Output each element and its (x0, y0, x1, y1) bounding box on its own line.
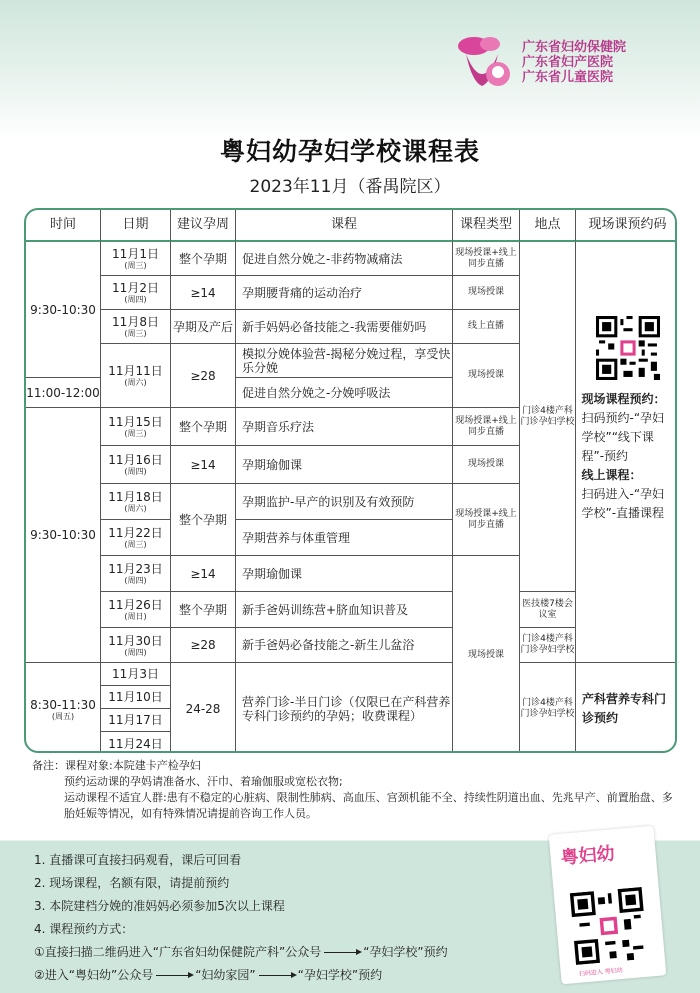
header-week: 建议孕周 (171, 210, 236, 242)
note-line: 课程对象:本院建卡产检孕妇 (65, 759, 201, 772)
date-cell (101, 592, 171, 628)
date-value: 11月2日 (112, 281, 159, 295)
type-cell: 现场授课 (453, 556, 520, 753)
date-cell (101, 344, 171, 408)
course-cell: 孕期监护-早产的识别及有效预防 (236, 484, 453, 520)
date-cell (101, 408, 171, 446)
page-subtitle: 2023年11月（番禺院区） (249, 177, 451, 197)
weekday-value: (周四) (124, 576, 147, 585)
footer-list (34, 849, 448, 987)
header-date: 日期 (101, 210, 171, 242)
note-line: 运动课程不适宜人群:患有不稳定的心脏病、限制性肺病、高血压、宫颈机能不全、持续性阴道出血、先兆早产、前置胎盘、多胎妊娠等情况，如有特殊情况请提前咨询工作人员。 (64, 791, 673, 820)
date-cell: 11月17日 (101, 709, 171, 732)
header-course: 课程 (236, 210, 453, 242)
type-cell: 现场授课 (453, 344, 520, 408)
weekday-value: (周四) (124, 295, 147, 304)
header-band (0, 0, 700, 100)
course-cell: 新手妈妈必备技能之-我需要催奶吗 (236, 310, 453, 344)
weekday-value: (周三) (124, 429, 147, 438)
week-cell: 孕期及产后 (171, 310, 236, 344)
hospital-logo (452, 34, 522, 94)
course-cell: 孕期瑜伽课 (236, 556, 453, 592)
method-step: ②进入“粤妇幼”公众号 (34, 968, 154, 982)
location-cell: 门诊4楼产科门诊孕妇学校 (520, 628, 576, 663)
weekday-value: (周四) (124, 467, 147, 476)
date-value: 11月18日 (108, 490, 163, 504)
header-booking: 现场课预约码 (576, 210, 677, 242)
booking-onsite-title: 现场课程预约： (581, 392, 666, 406)
booking-instructions (582, 390, 674, 523)
week-cell: ≥14 (171, 276, 236, 310)
booking-method-1 (34, 941, 448, 964)
date-cell: 11月24日 (101, 732, 171, 753)
header-type: 课程类型 (453, 210, 520, 242)
app-poster (549, 826, 667, 985)
hospital-name-1: 广东省妇幼保健院 (522, 40, 627, 55)
method-step: ①直接扫描二维码进入“广东省妇幼保健院产科”公众号 (34, 945, 322, 959)
type-cell: 线上直播 (453, 310, 520, 344)
course-cell: 促进自然分娩之-非药物减痛法 (236, 242, 453, 276)
week-cell: 整个孕期 (171, 408, 236, 446)
hospital-name-3: 广东省儿童医院 (522, 70, 614, 85)
type-cell: 现场授课 (453, 446, 520, 484)
course-cell: 促进自然分娩之-分娩呼吸法 (236, 378, 453, 408)
weekday-value: (周六) (124, 504, 147, 513)
weekday-value: (周四) (124, 647, 147, 657)
date-cell: 11月3日 (101, 663, 171, 686)
date-cell (101, 520, 171, 556)
arrow-icon (156, 975, 192, 976)
location-cell: 门诊4楼产科门诊孕妇学校 (520, 663, 576, 753)
course-cell: 营养门诊-半日门诊（仅限已在产科营养专科门诊预约的孕妈；收费课程） (236, 663, 453, 753)
week-cell: 整个孕期 (171, 592, 236, 628)
course-cell: 新手爸妈训练营+脐血知识普及 (236, 592, 453, 628)
date-value: 11月30日 (108, 633, 163, 648)
date-value: 11月8日 (112, 315, 159, 329)
weekday-value: (周日) (124, 612, 147, 621)
week-cell: ≥14 (171, 556, 236, 592)
method-step: “孕妇学校”预约 (297, 968, 383, 982)
booking-online-title: 线上课程： (581, 468, 642, 482)
poster-caption: 扫码进入 粤妇幼 (578, 966, 623, 978)
type-cell: 现场授课+线上同步直播 (453, 408, 520, 446)
date-value: 11月23日 (108, 562, 163, 576)
type-cell: 现场授课+线上同步直播 (453, 484, 520, 556)
time-slot-4-range: 8:30-11:30 (30, 697, 96, 712)
arrow-icon (324, 952, 360, 953)
date-cell (101, 242, 171, 276)
page-title: 粤妇幼孕妇学校课程表 (219, 137, 480, 166)
weekday-value: (周三) (124, 329, 147, 338)
course-cell: 孕期音乐疗法 (236, 408, 453, 446)
week-cell: 整个孕期 (171, 242, 236, 276)
week-cell: 24-28 (171, 663, 236, 753)
qr-code[interactable] (596, 316, 660, 380)
footer-item: 1. 直播课可直接扫码观看，课后可回看 (34, 853, 242, 867)
hospital-names (522, 40, 626, 85)
date-value: 11月22日 (108, 526, 163, 540)
course-cell: 孕期营养与体重管理 (236, 520, 453, 556)
course-cell: 孕期腰背痛的运动治疗 (236, 276, 453, 310)
date-cell (101, 484, 171, 520)
weekday-value: (周六) (124, 378, 147, 387)
weekday-value: (周三) (124, 261, 147, 270)
location-cell: 门诊4楼产科门诊孕妇学校 (520, 242, 576, 592)
week-cell: ≥28 (171, 344, 236, 408)
date-cell (101, 628, 171, 663)
arrow-icon (259, 975, 295, 976)
header-time: 时间 (26, 210, 101, 242)
week-cell: ≥14 (171, 446, 236, 484)
course-cell: 模拟分娩体验营-揭秘分娩过程，享受快乐分娩 (236, 344, 453, 378)
location-cell: 医技楼7楼会议室 (520, 592, 576, 628)
date-value: 11月11日 (108, 364, 163, 378)
week-cell: ≥28 (171, 628, 236, 663)
poster-qr-code[interactable] (568, 887, 650, 969)
time-slot-4 (26, 663, 101, 753)
date-cell (101, 446, 171, 484)
date-value: 11月15日 (108, 415, 163, 429)
booking-cell (576, 242, 677, 663)
nutrition-booking: 产科营养专科门诊预约 (582, 692, 667, 725)
week-cell: 整个孕期 (171, 484, 236, 556)
type-cell: 现场授课+线上同步直播 (453, 242, 520, 276)
course-cell: 孕期瑜伽课 (236, 446, 453, 484)
footer-item: 2. 现场课程，名额有限，请提前预约 (34, 876, 230, 890)
date-value: 11月26日 (108, 598, 163, 612)
time-slot-3: 9:30-10:30 (26, 408, 101, 663)
notes-label: 备注： (32, 759, 65, 772)
date-value: 11月1日 (112, 247, 159, 261)
date-cell (101, 310, 171, 344)
date-value: 11月16日 (108, 453, 163, 467)
booking-onsite-text: 扫码预约-“孕妇学校”“线下课程”-预约 (581, 411, 665, 463)
poster-brand: 粤妇幼 (559, 843, 616, 869)
booking-method-2 (34, 964, 448, 987)
weekday-value: (周三) (124, 540, 147, 549)
schedule-table (24, 208, 677, 753)
notes (32, 758, 682, 822)
time-slot-2: 11:00-12:00 (26, 378, 101, 408)
course-cell: 新手爸妈必备技能之-新生儿盆浴 (236, 628, 453, 663)
method-step: “妇幼家园” (195, 968, 256, 982)
time-slot-1: 9:30-10:30 (26, 242, 101, 378)
date-cell (101, 276, 171, 310)
date-cell: 11月10日 (101, 686, 171, 709)
date-cell (101, 556, 171, 592)
header-location: 地点 (520, 210, 576, 242)
footer-item: 4. 课程预约方式： (34, 922, 134, 936)
type-cell: 现场授课 (453, 276, 520, 310)
method-step: “孕妇学校”预约 (363, 945, 448, 959)
booking-online-text: 扫码进入-“孕妇学校”-直播课程 (581, 487, 665, 520)
note-line: 预约运动课的孕妈请准备水、汗巾、着瑜伽服或宽松衣物; (64, 775, 343, 788)
footer-item: 3. 本院建档分娩的准妈妈必须参加5次以上课程 (34, 899, 285, 913)
hospital-name-2: 广东省妇产医院 (522, 55, 614, 70)
time-slot-4-weekday: (周五) (51, 711, 75, 721)
